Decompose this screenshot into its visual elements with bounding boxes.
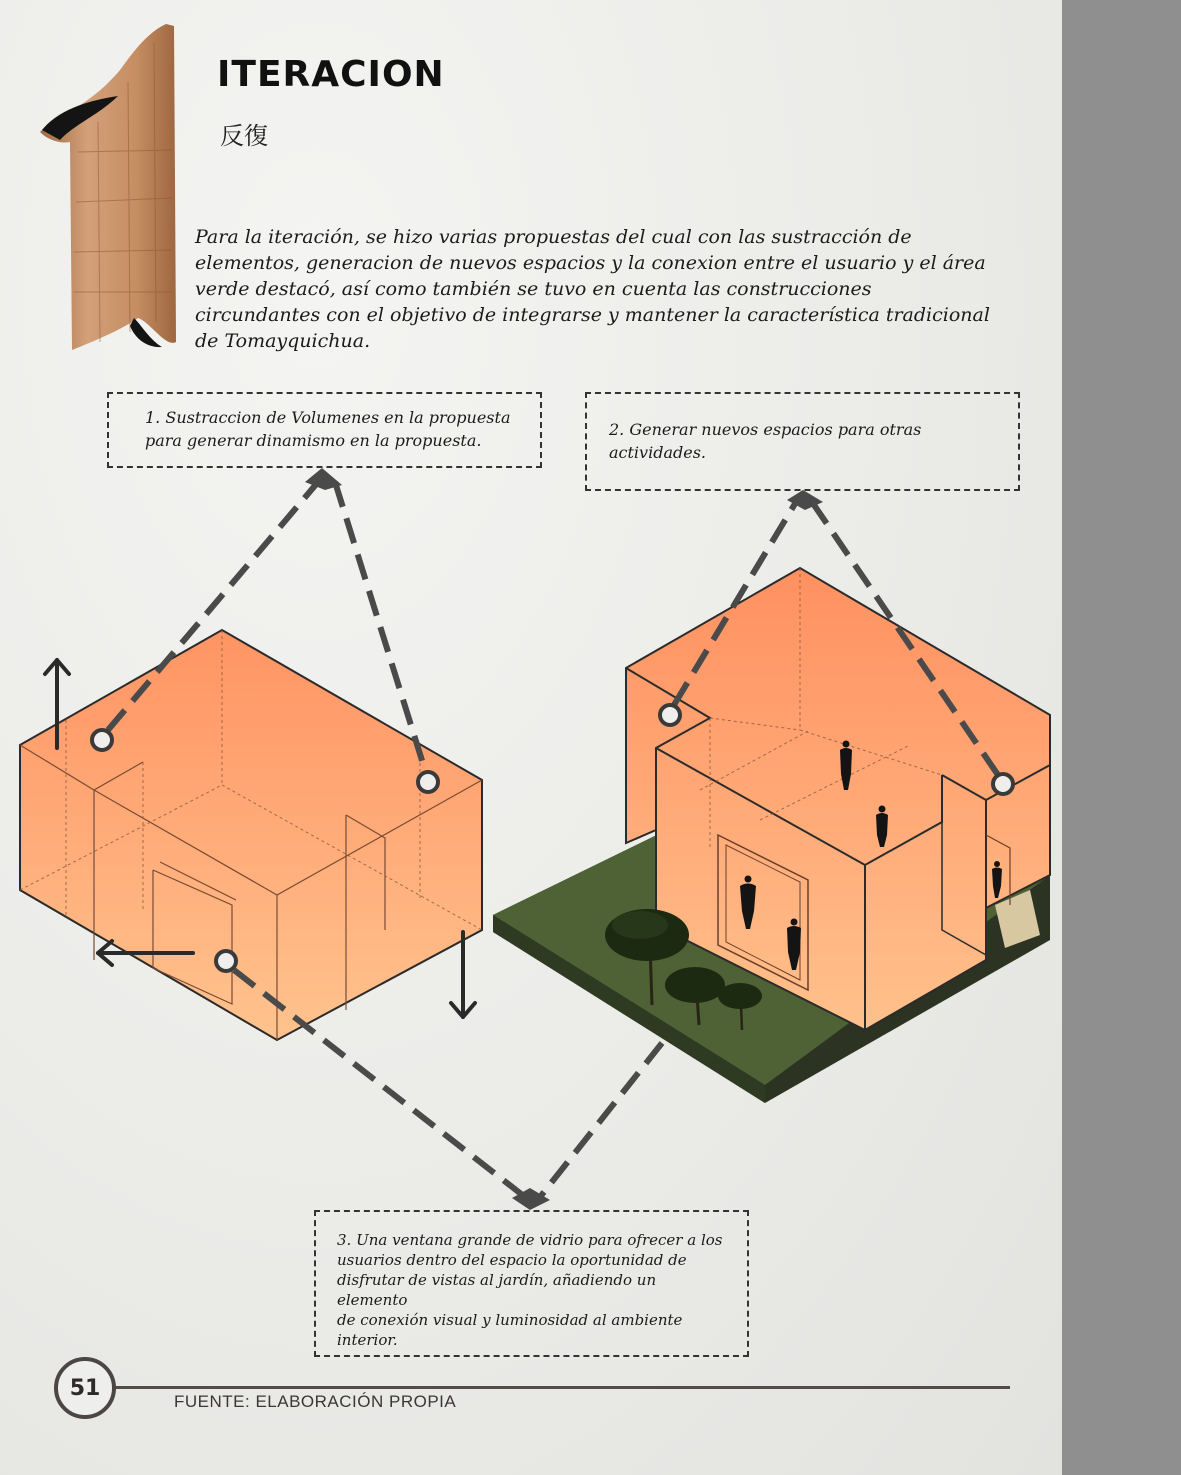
note-3-line: 3. Una ventana grande de vidrio para ofrecer a los (337, 1231, 723, 1249)
note-2 (585, 392, 1020, 491)
left-volume (20, 630, 482, 1040)
note-1-line: 1. Sustraccion de Volumenes en la propuesta (145, 408, 511, 427)
note-3-line: de conexión visual y luminosidad al ambiente (337, 1311, 683, 1329)
page-subtitle: 反復 (220, 122, 268, 150)
page-number: 51 (54, 1357, 116, 1419)
note-3-line: usuarios dentro del espacio la oportunidad de (337, 1251, 687, 1269)
footer-divider (112, 1386, 1010, 1389)
note-3 (314, 1210, 749, 1357)
note-2-line: 2. Generar nuevos espacios para otras (609, 420, 922, 439)
note-2-line: actividades. (609, 443, 706, 462)
intro-paragraph: Para la iteración, se hizo varias propuestas del cual con las sustracción de elementos, generacion de nuevos espacios y la conexion entre el usuario y el área verde destacó, así como también se tuvo en cuenta las construcciones circundantes con el objetivo de integrarse y mantener la característica tradicional de Tomayquichua. (195, 226, 990, 352)
note-3-line: disfrutar de vistas al jardín, añadiendo un elemento (337, 1271, 657, 1309)
note-3-line: interior. (337, 1331, 398, 1349)
page-title: ITERACION (217, 54, 445, 95)
note-1-line: para generar dinamismo en la propuesta. (145, 431, 482, 450)
note-1 (107, 392, 542, 468)
side-bar (1062, 0, 1181, 1475)
source-caption: FUENTE: ELABORACIÓN PROPIA (174, 1392, 457, 1411)
